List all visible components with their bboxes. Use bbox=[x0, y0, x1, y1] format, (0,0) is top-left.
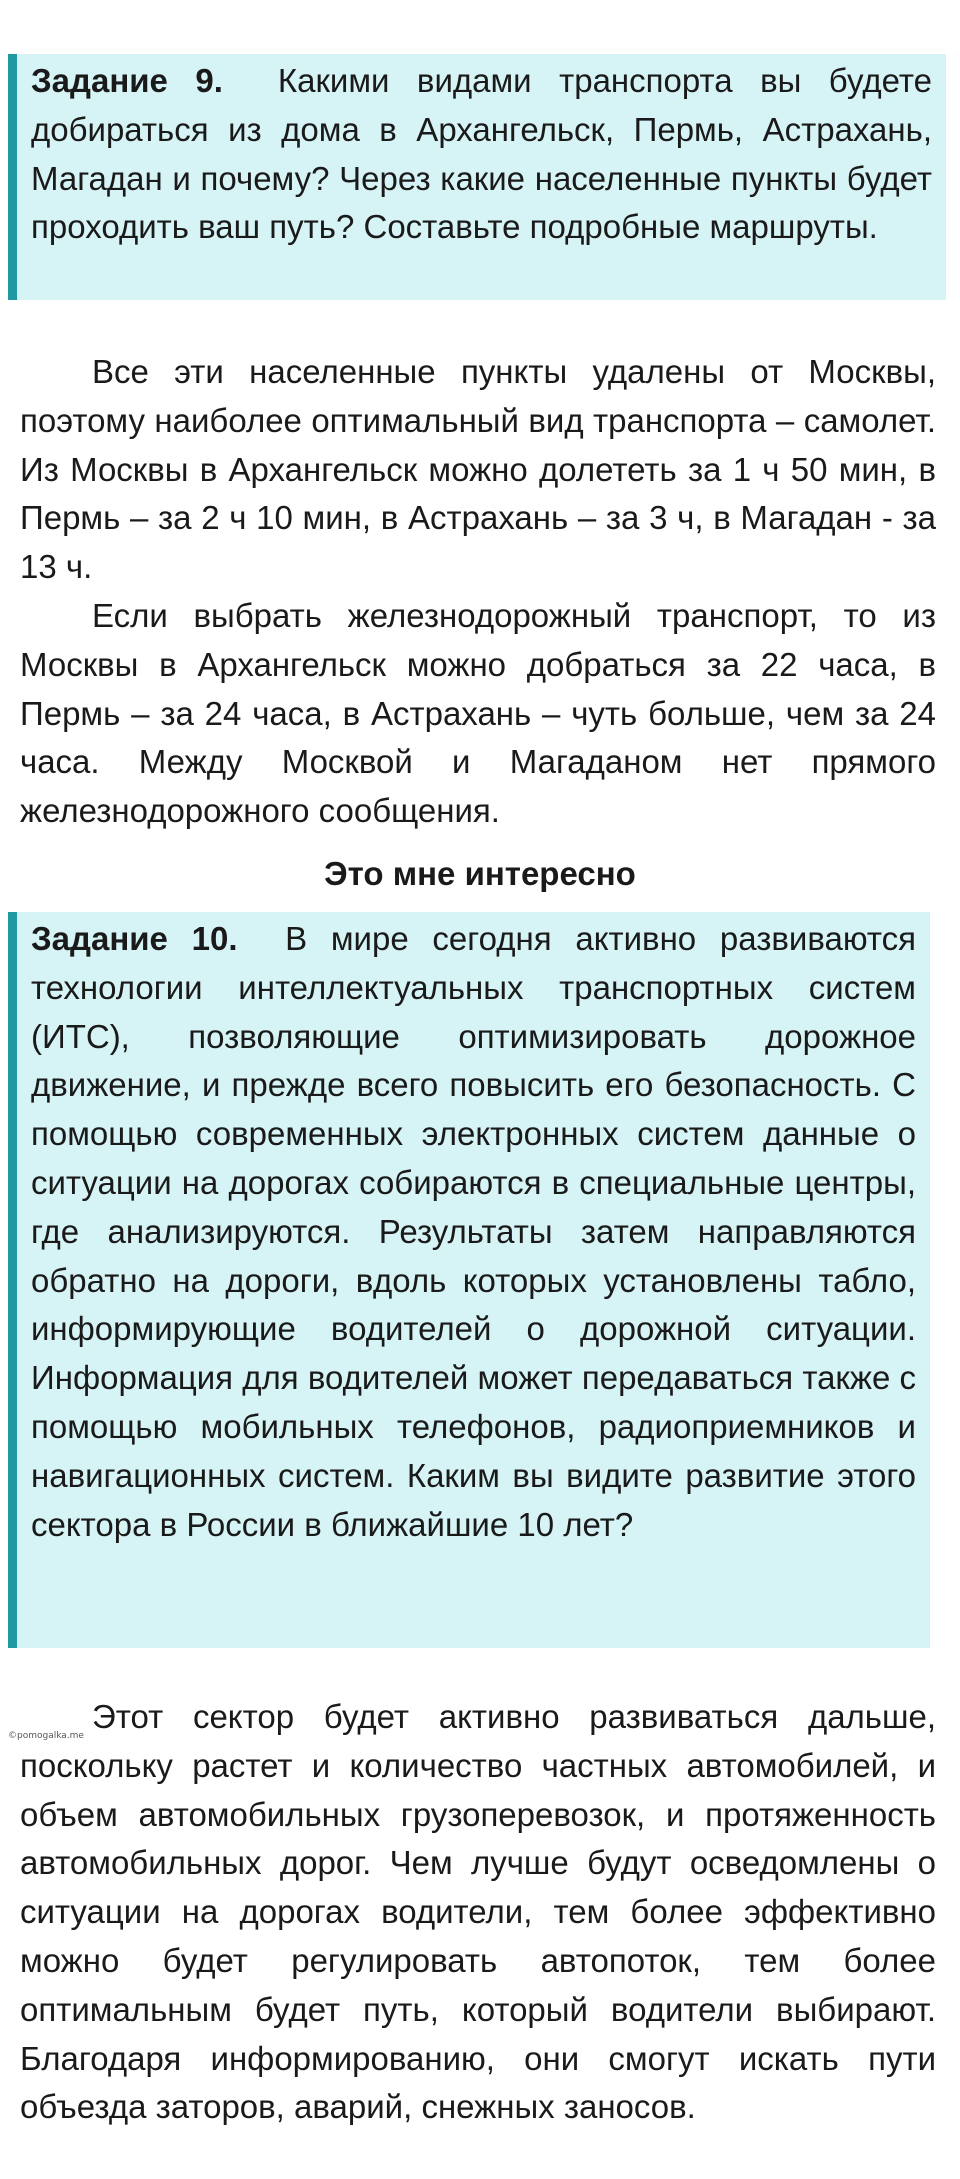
task-9-label: Задание 9. bbox=[31, 62, 223, 99]
answer-9 bbox=[20, 348, 936, 836]
task-10-box bbox=[8, 912, 930, 1648]
answer-10-paragraph: Этот сектор будет активно развиваться дальше, поскольку растет и количество частных автомобилей, и объем автомобильных грузоперевозок, и протяженность автомобильных дорог. Чем лучше будут осведомлены о ситуации на дорогах водители, тем более эффективно можно будет регулировать автопоток, тем более оптимальным будет путь, который водители выбирают. Благодаря информированию, они смогут искать пути объезда заторов, аварий, снежных заносов. bbox=[20, 1698, 936, 2126]
task-9-box bbox=[8, 54, 946, 300]
answer-9-paragraph: Все эти населенные пункты удалены от Москвы, поэтому наиболее оптимальный вид транспорта – самолет. Из Москвы в Архангельск можно долететь за 1 ч 50 мин, в Пермь – за 2 ч 10 мин, в Астрахань – за 3 ч, в Магадан - за 13 ч. bbox=[20, 353, 936, 586]
section-title: Это мне интересно bbox=[324, 855, 636, 892]
watermark: ©pomogalka.me bbox=[8, 1731, 84, 1741]
task-9-text: Какими видами транспорта вы будете добираться из дома в Архангельск, Пермь, Астрахань, Магадан и почему? Через какие населенные пункты будет проходить ваш путь? Составьте подробные маршруты. bbox=[31, 62, 932, 246]
answer-9-paragraph: Если выбрать железнодорожный транспорт, то из Москвы в Архангельск можно добраться за 22 часа, в Пермь – за 24 часа, в Астрахань – чуть больше, чем за 24 часа. Между Москвой и Магаданом нет прямого железнодорожного сообщения. bbox=[20, 596, 936, 830]
answer-10 bbox=[20, 1693, 936, 2132]
task-10-label: Задание 10. bbox=[31, 920, 238, 957]
task-10-text: В мире сегодня активно развиваются технологии интеллектуальных транспортных систем (ИТС), позволяющие оптимизировать дорожное движение, и прежде всего повысить его безопасность. С помощью современных электронных систем данные о ситуации на дорогах собираются в специальные центры, где анализируются. Результаты затем направляются обратно на дороги, вдоль которых установлены табло, информирующие водителей о дорожной ситуации. Информация для водителей может передаваться также с помощью мобильных телефонов, радиоприемников и навигационных систем. Каким вы видите развитие этого сектора в России в ближайшие 10 лет? bbox=[31, 920, 916, 1543]
